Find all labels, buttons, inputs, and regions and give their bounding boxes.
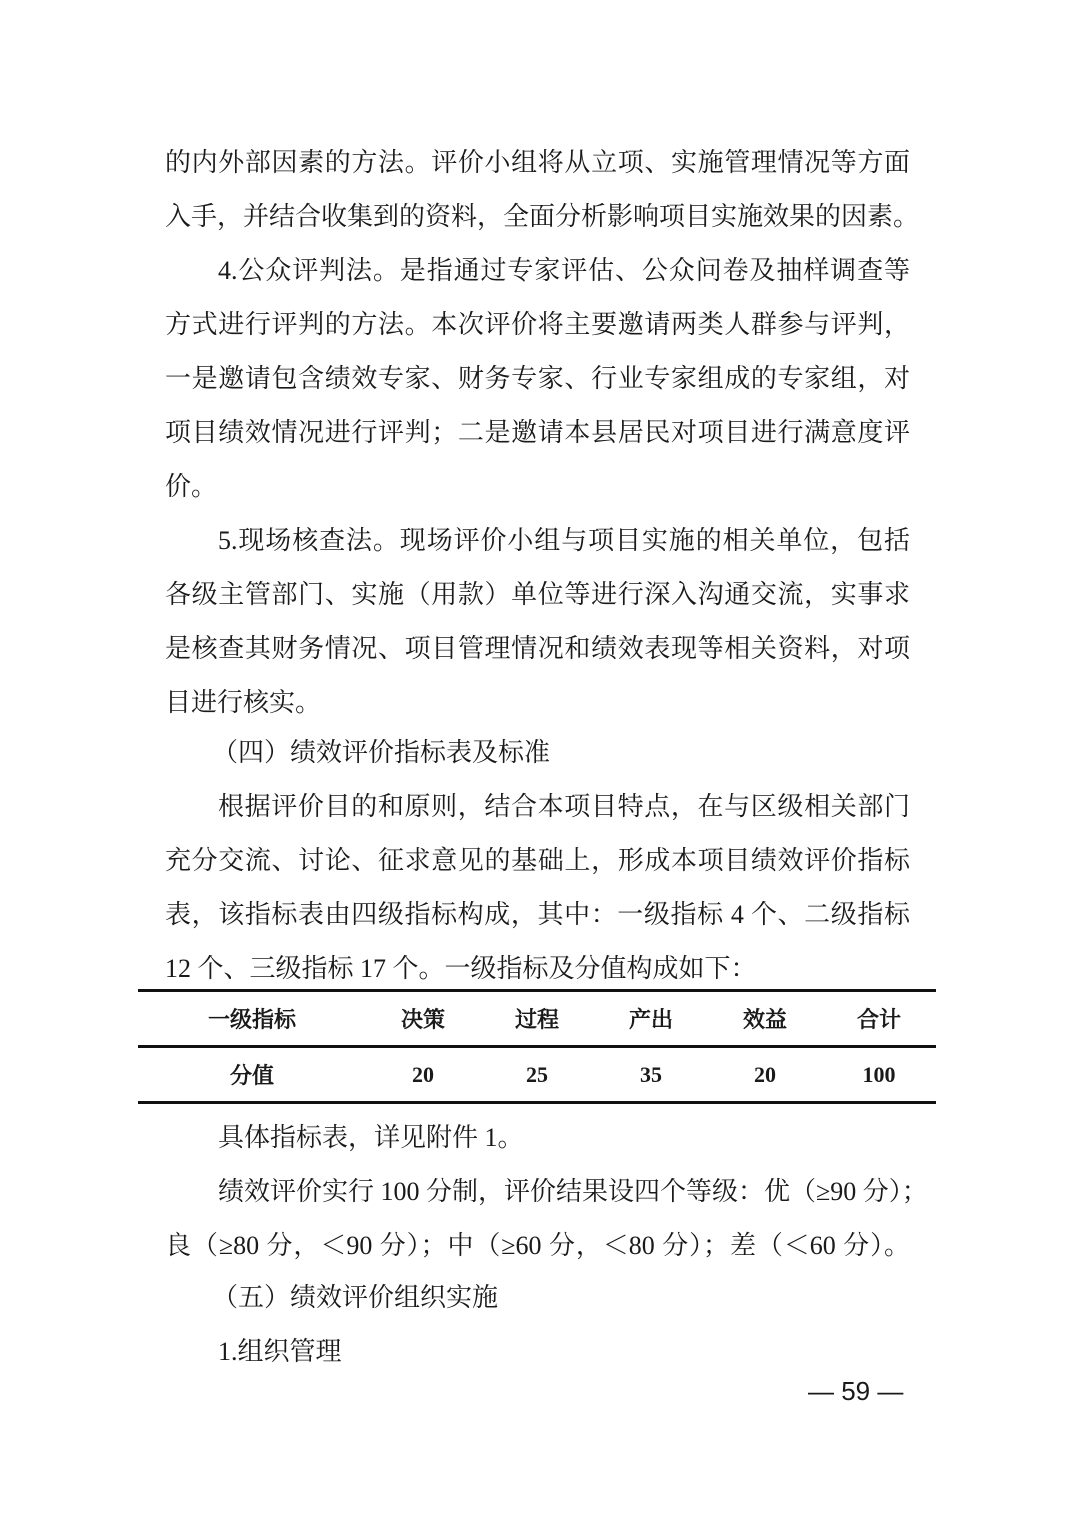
section-heading-4: （四）绩效评价指标表及标准 — [212, 738, 551, 767]
text-line: 5.现场核查法。现场评价小组与项目实施的相关单位，包括 — [218, 526, 910, 555]
text-line: 充分交流、讨论、征求意见的基础上，形成本项目绩效评价指标 — [165, 846, 910, 875]
table-cell: 合计 — [822, 991, 936, 1047]
section-heading-5: （五）绩效评价组织实施 — [212, 1283, 499, 1312]
text-line: 的内外部因素的方法。评价小组将从立项、实施管理情况等方面 — [165, 148, 910, 177]
table-row — [138, 1047, 936, 1103]
attachment-note: 具体指标表，详见附件 1。 — [218, 1123, 524, 1152]
table-cell: 100 — [822, 1047, 936, 1103]
text-line: 表，该指标表由四级指标构成，其中：一级指标 4 个、二级指标 — [165, 900, 910, 929]
text-line: 一是邀请包含绩效专家、财务专家、行业专家组成的专家组，对 — [165, 364, 910, 393]
page-number: — 59 — — [808, 1376, 904, 1406]
table-cell: 20 — [708, 1047, 822, 1103]
table-cell: 过程 — [480, 991, 594, 1047]
subheading-organization: 1.组织管理 — [218, 1337, 342, 1366]
indicator-score-table — [138, 989, 936, 1104]
text-line: 方式进行评判的方法。本次评价将主要邀请两类人群参与评判， — [165, 310, 910, 339]
text-line: 良（≥80 分，＜90 分）；中（≥60 分，＜80 分）；差（＜60 分）。 — [165, 1231, 910, 1260]
table-cell: 25 — [480, 1047, 594, 1103]
text-line: 绩效评价实行 100 分制，评价结果设四个等级：优（≥90 分）； — [218, 1177, 928, 1206]
text-line: 12 个、三级指标 17 个。一级指标及分值构成如下： — [165, 954, 757, 983]
table-cell: 20 — [366, 1047, 480, 1103]
table-cell: 一级指标 — [138, 991, 366, 1047]
text-line: 根据评价目的和原则，结合本项目特点，在与区级相关部门 — [218, 792, 910, 821]
table-cell: 35 — [594, 1047, 708, 1103]
text-line: 各级主管部门、实施（用款）单位等进行深入沟通交流，实事求 — [165, 580, 910, 609]
text-line: 目进行核实。 — [165, 688, 322, 717]
text-line: 项目绩效情况进行评判；二是邀请本县居民对项目进行满意度评 — [165, 418, 910, 447]
text-line: 入手，并结合收集到的资料，全面分析影响项目实施效果的因素。 — [165, 202, 920, 231]
table-cell: 分值 — [138, 1047, 366, 1103]
table-cell: 效益 — [708, 991, 822, 1047]
table-cell: 产出 — [594, 991, 708, 1047]
table-cell: 决策 — [366, 991, 480, 1047]
text-line: 是核查其财务情况、项目管理情况和绩效表现等相关资料，对项 — [165, 634, 910, 663]
text-line: 价。 — [165, 472, 218, 501]
text-line: 4.公众评判法。是指通过专家评估、公众问卷及抽样调查等 — [218, 256, 910, 285]
table-header-row — [138, 991, 936, 1047]
